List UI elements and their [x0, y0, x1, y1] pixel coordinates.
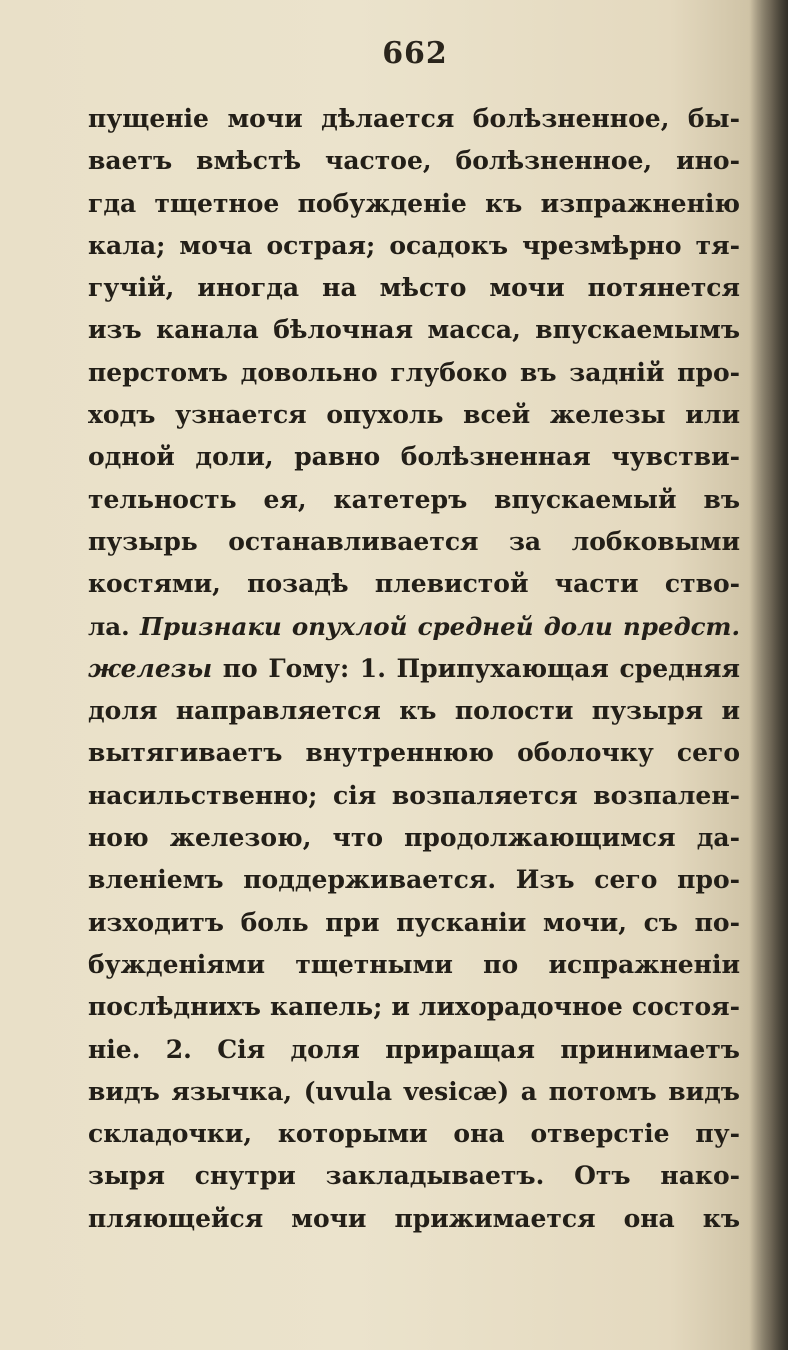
text-segment: ла.	[88, 611, 140, 641]
text-line	[88, 1071, 740, 1113]
text-line	[88, 436, 740, 478]
text-segment: складочки, которыми она отверстіе пу-	[88, 1119, 740, 1149]
italic-text: Признаки опухлой средней доли предст.	[139, 611, 740, 641]
text-line	[88, 140, 740, 182]
text-segment: пляющейся мочи прижимается она къ	[88, 1203, 740, 1233]
text-segment: ною железою, что продолжающимся да-	[88, 823, 740, 853]
text-line	[88, 563, 740, 605]
text-line	[88, 606, 740, 648]
page-number: 662	[382, 36, 448, 71]
text-segment: доля направляется къ полости пузыря и	[88, 696, 740, 726]
text-segment: насильственно; сія возпаляется возпален-	[88, 780, 740, 810]
text-segment: костями, позадѣ плевистой части ство-	[88, 569, 740, 599]
text-line	[88, 648, 740, 690]
text-line	[88, 267, 740, 309]
text-line	[88, 986, 740, 1028]
text-line	[88, 394, 740, 436]
text-line	[88, 902, 740, 944]
text-line	[88, 309, 740, 351]
spine-shadow	[750, 0, 788, 1350]
text-segment: одной доли, равно болѣзненная чувстви-	[88, 442, 740, 472]
text-line	[88, 859, 740, 901]
text-line	[88, 1198, 740, 1240]
text-segment: гучій, иногда на мѣсто мочи потянется	[88, 273, 740, 303]
text-line	[88, 1155, 740, 1197]
text-segment: вытягиваетъ внутреннюю оболочку сего	[88, 738, 740, 768]
text-line	[88, 817, 740, 859]
text-segment: пузырь останавливается за лобковыми	[88, 526, 740, 556]
text-line	[88, 1029, 740, 1071]
text-segment: ніе. 2. Сія доля приращая принимаетъ	[88, 1034, 740, 1064]
text-segment: ваетъ вмѣстѣ частое, болѣзненное, ино-	[88, 146, 740, 176]
text-segment: кала; моча острая; осадокъ чрезмѣрно тя-	[88, 230, 740, 260]
text-line	[88, 1113, 740, 1155]
text-segment: тельность ея, катетеръ впускаемый въ	[88, 484, 740, 514]
text-line	[88, 183, 740, 225]
text-segment: ходъ узнается опухоль всей железы или	[88, 400, 740, 430]
text-segment: по Гому: 1. Припухающая средняя	[212, 653, 740, 683]
text-segment: пущеніе мочи дѣлается болѣзненное, бы-	[88, 104, 740, 133]
text-line	[88, 479, 740, 521]
body-text	[88, 98, 740, 1240]
text-segment: изъ канала бѣлочная масса, впускаемымъ	[88, 315, 740, 345]
text-segment: гда тщетное побужденіе къ изпражненію	[88, 188, 740, 218]
text-line	[88, 944, 740, 986]
text-segment: перстомъ довольно глубоко въ задній про-	[88, 357, 740, 387]
text-line	[88, 690, 740, 732]
text-segment: бужденіями тщетными по испражненіи	[88, 949, 740, 979]
text-line	[88, 352, 740, 394]
text-line	[88, 775, 740, 817]
italic-text: железы	[88, 653, 213, 683]
text-line	[88, 732, 740, 774]
text-segment: вленіемъ поддерживается. Изъ сего про-	[88, 865, 740, 895]
text-segment: зыря снутри закладываетъ. Отъ нако-	[88, 1161, 740, 1191]
text-line	[88, 225, 740, 267]
text-segment: послѣднихъ капель; и лихорадочное состоя-	[88, 992, 740, 1022]
text-segment: изходитъ боль при пусканіи мочи, съ по-	[88, 907, 740, 937]
text-line	[88, 98, 740, 140]
text-line	[88, 521, 740, 563]
text-segment: видъ язычка, (uvula vesicæ) а потомъ видъ	[88, 1076, 740, 1106]
